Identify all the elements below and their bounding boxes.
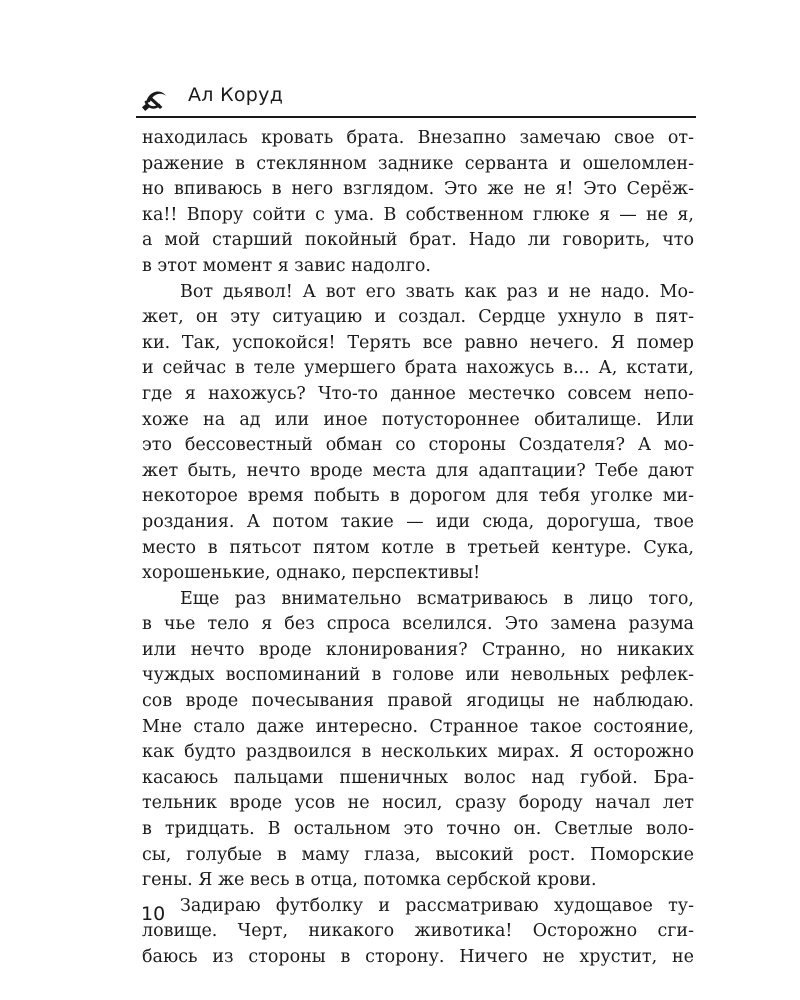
page-number: 10 bbox=[141, 903, 166, 925]
text-line: Задираю футболку и рассматриваю худощавое ту- bbox=[180, 895, 694, 916]
text-line: Вот дьявол! А вот его звать как раз и не надо. Мо- bbox=[180, 281, 694, 302]
text-line: как будто раздвоился в нескольких мирах. Я осторожно bbox=[142, 742, 694, 763]
text-line: ки. Так, успокойся! Терять все равно нечего. Я помер bbox=[142, 332, 694, 353]
text-line: Еще раз внимательно всматриваюсь в лицо того, bbox=[180, 588, 694, 609]
text-line: хоже на ад или иное потустороннее обиталище. Или bbox=[142, 409, 694, 430]
text-line: ка!! Впору сойти с ума. В собственном глюке я — не я, bbox=[142, 204, 694, 225]
text-line: в чье тело я без спроса вселился. Это замена разума bbox=[142, 614, 694, 635]
text-line: некоторое время побыть в дорогом для тебя уголке ми- bbox=[142, 486, 694, 507]
text-line: и сейчас в теле умершего брата нахожусь в... А, кстати, bbox=[142, 358, 694, 379]
text-line: гены. Я же весь в отца, потомка сербской крови. bbox=[142, 870, 597, 891]
text-line: Мне стало даже интересно. Странное такое состояние, bbox=[142, 716, 694, 737]
text-line: роздания. А потом такие — иди сюда, дорогуша, твое bbox=[142, 511, 694, 532]
text-line: чуждых воспоминаний в голове или невольных рефлек- bbox=[142, 665, 694, 686]
text-line: в этот момент я завис надолго. bbox=[142, 255, 431, 276]
header-rule bbox=[136, 116, 696, 118]
text-line: а мой старший покойный брат. Надо ли говорить, что bbox=[142, 230, 694, 251]
text-line: находилась кровать брата. Внезапно замечаю свое от- bbox=[142, 128, 694, 148]
text-line: хорошенькие, однако, перспективы! bbox=[142, 563, 481, 584]
text-line: баюсь из стороны в сторону. Ничего не хрустит, не bbox=[142, 947, 694, 967]
text-line: сы, голубые в маму глаза, высокий рост. Поморские bbox=[142, 844, 694, 865]
running-header bbox=[136, 82, 696, 114]
text-line: жет, он эту ситуацию и создал. Сердце ухнуло в пят- bbox=[142, 307, 694, 328]
author-name: Ал Коруд bbox=[188, 84, 284, 106]
text-line: ражение в стеклянном заднике серванта и ошеломлен- bbox=[142, 153, 694, 174]
hammer-and-sickle-icon bbox=[140, 82, 170, 112]
text-line: место в пятьсот пятом котле в третьей кентуре. Сука, bbox=[142, 537, 694, 558]
body-text bbox=[142, 126, 694, 971]
text-line: где я нахожусь? Что-то данное местечко совсем непо- bbox=[142, 383, 694, 404]
text-line: касаюсь пальцами пшеничных волос над губой. Бра- bbox=[142, 767, 694, 788]
text-line: в тридцать. В остальном это точно он. Светлые воло- bbox=[142, 819, 694, 840]
text-line: но впиваюсь в него взглядом. Это же не я! Это Серёж- bbox=[142, 179, 694, 200]
text-line: это бессовестный обман со стороны Создателя? А мо- bbox=[142, 435, 694, 456]
text-line: жет быть, нечто вроде места для адаптации? Тебе дают bbox=[142, 460, 694, 481]
text-line: или нечто вроде клонирования? Странно, но никаких bbox=[142, 639, 694, 660]
text-line: сов вроде почесывания правой ягодицы не наблюдаю. bbox=[142, 691, 694, 712]
text-line: ловище. Черт, никакого животика! Осторожно сги- bbox=[142, 921, 694, 942]
text-line: тельник вроде усов не носил, сразу бороду начал лет bbox=[142, 793, 694, 814]
